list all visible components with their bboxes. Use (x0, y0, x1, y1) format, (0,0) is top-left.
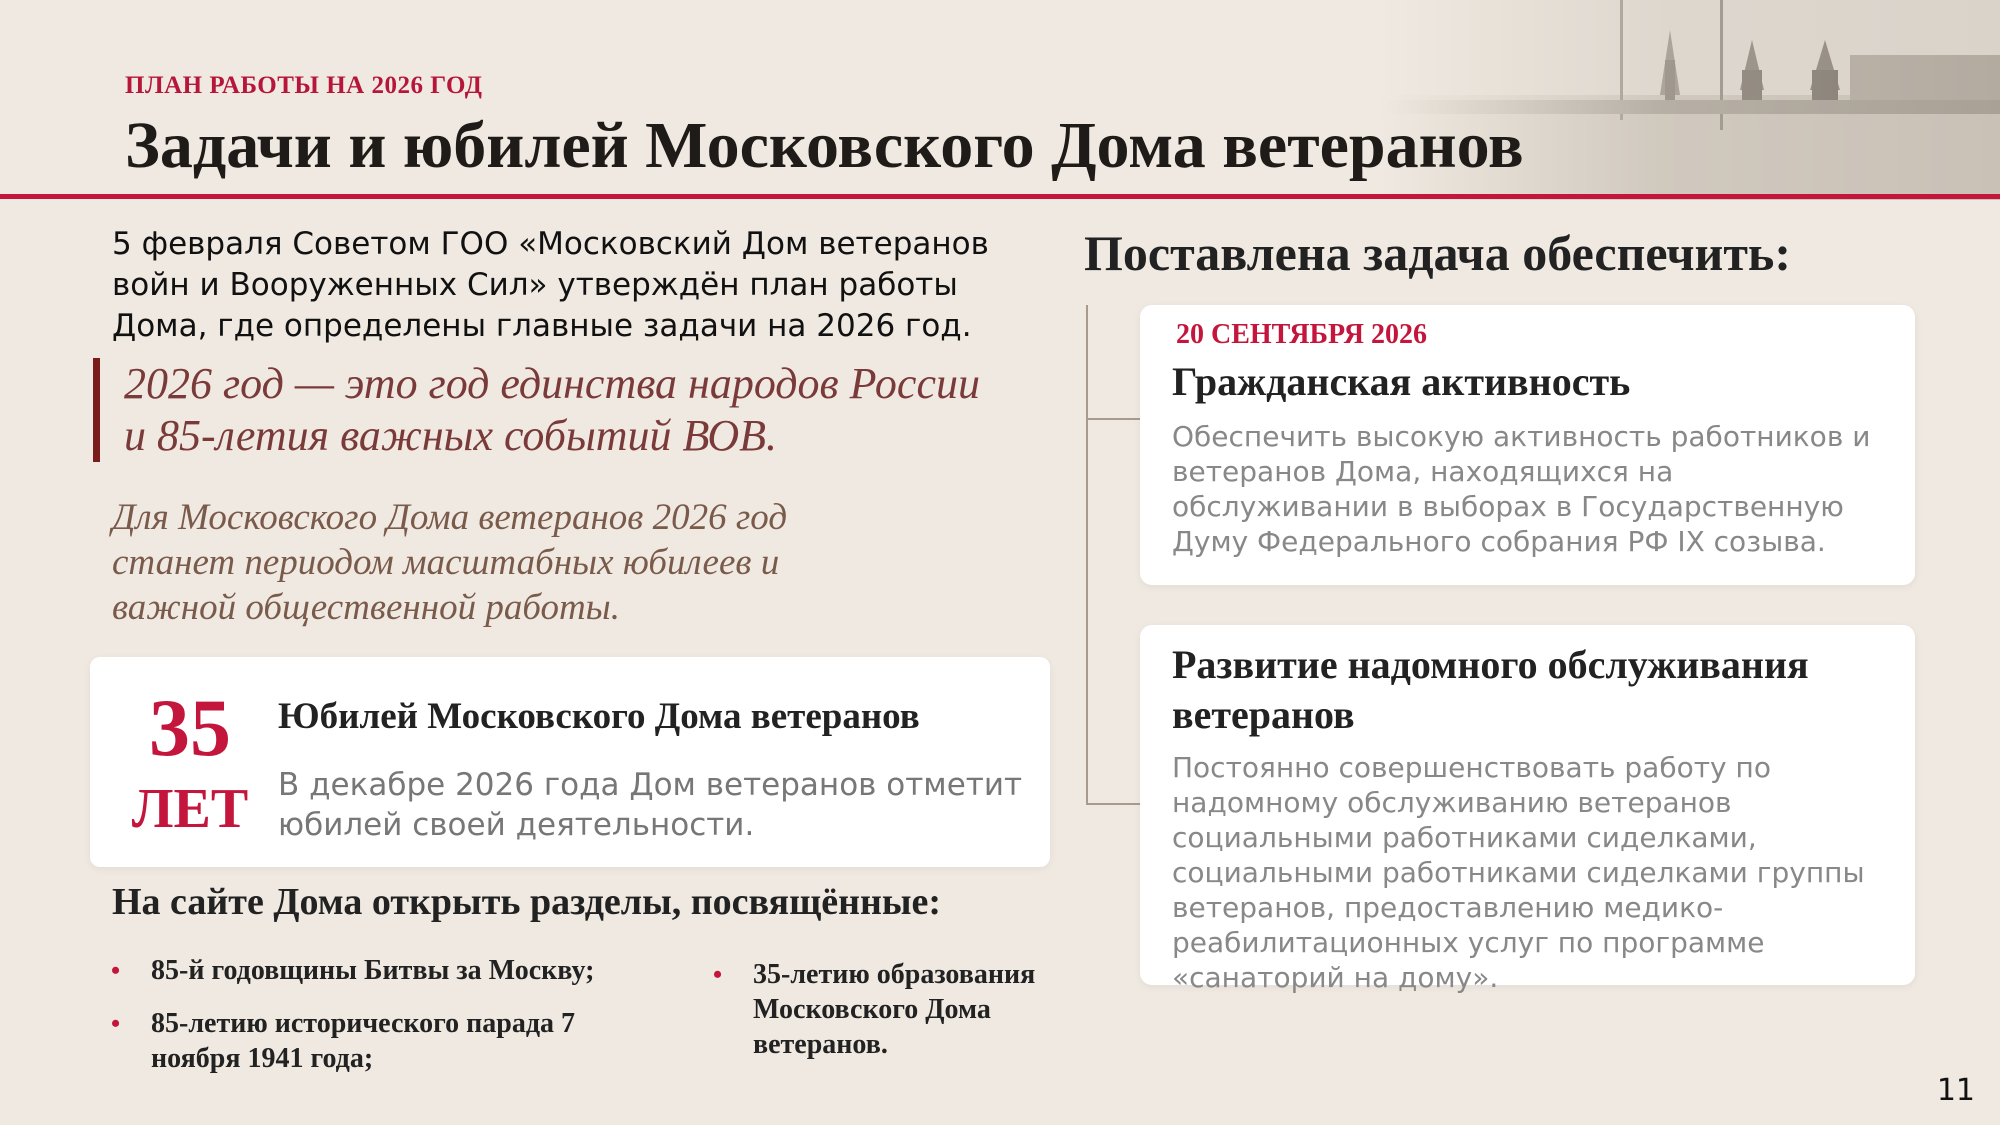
tasks-heading: Поставлена задача обеспечить: (1084, 225, 1791, 281)
timeline-line (1086, 305, 1088, 805)
jubilee-title: Юбилей Московского Дома ветеранов (278, 696, 920, 737)
quote-line-2: и 85-летия важных событий ВОВ. (124, 411, 778, 460)
task-card-home-care (1140, 625, 1915, 994)
sub-quote: Для Московского Дома ветеранов 2026 год станет периодом масштабных юбилеев и важной общественной работы. (112, 497, 788, 628)
jubilee-card (90, 657, 1050, 867)
task-text: Обеспечить высокую активность работников и ветеранов Дома, находящихся на обслуживании в выборах в Государственную Думу Федерального собрания РФ IX созыва. (1172, 420, 1871, 558)
intro-paragraph: 5 февраля Советом ГОО «Московский Дом ветеранов войн и Вооруженных Сил» утверждён план работы Дома, где определены главные задачи на 2026 год. (112, 226, 989, 344)
list-item: • 35-летию образования Московского Дома ветеранов. (705, 957, 1085, 1062)
task-date: 20 СЕНТЯБРЯ 2026 (1176, 319, 1427, 350)
task-title: Развитие надомного обслуживания ветеранов (1172, 642, 1809, 737)
timeline-branch-1 (1086, 418, 1140, 420)
sites-heading: На сайте Дома открыть разделы, посвящённые: (112, 881, 942, 923)
quote-block (93, 358, 1004, 462)
kicker: ПЛАН РАБОТЫ НА 2026 ГОД (125, 72, 483, 99)
bullet-list-2 (705, 957, 1085, 1080)
page-number: 11 (1936, 1073, 1975, 1108)
timeline-branch-2 (1086, 803, 1140, 805)
page-title: Задачи и юбилей Московского Дома ветеранов (125, 109, 1524, 182)
list-item: • 85-й годовщины Битвы за Москву; (103, 953, 663, 988)
list-item: • 85-летию исторического парада 7 ноября 1941 года; (103, 1006, 663, 1076)
jubilee-number: 35 (149, 682, 231, 773)
task-title: Гражданская активность (1172, 359, 1631, 404)
task-card-civic (1140, 305, 1915, 585)
quote-line-1: 2026 год — это год единства народов России (124, 359, 980, 408)
header-divider (0, 194, 2000, 199)
bullet-list-1 (103, 953, 663, 1094)
jubilee-text: В декабре 2026 года Дом ветеранов отметит юбилей своей деятельности. (278, 767, 1023, 843)
task-text: Постоянно совершенствовать работу по надомному обслуживанию ветеранов социальными работниками сиделками, социальными работниками сиделками группы ветеранов, предоставлению медико-реабилитационных услуг по программе «санаторий на дому». (1172, 751, 1865, 994)
jubilee-unit: ЛЕТ (131, 778, 249, 840)
